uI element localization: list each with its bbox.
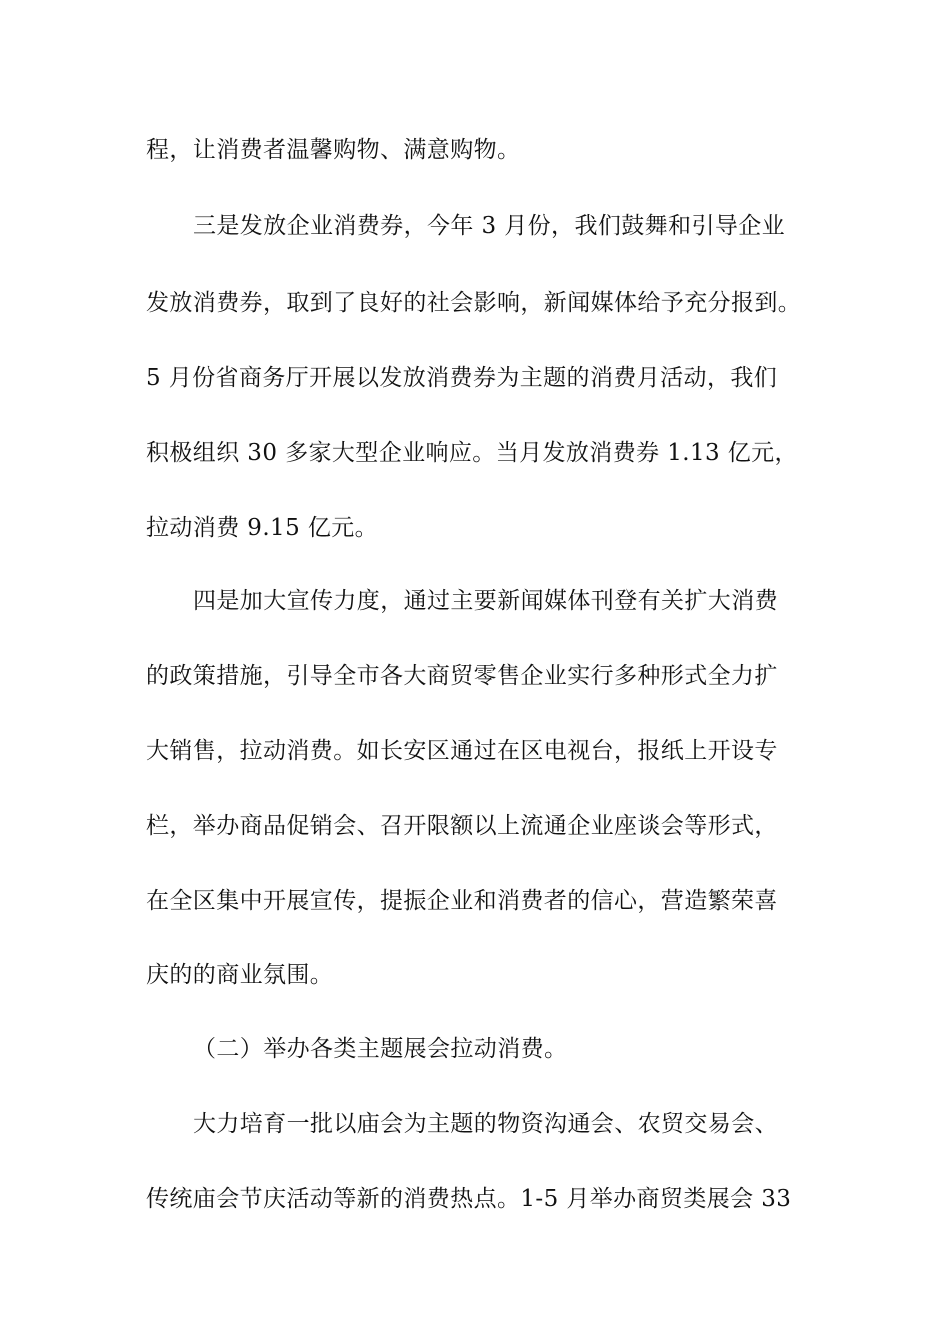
text-line: 栏，举办商品促销会、召开限额以上流通企业座谈会等形式， [146,813,778,839]
text-line: 拉动消费 9.15 亿元。 [146,515,379,541]
text-line: 传统庙会节庆活动等新的消费热点。1-5 月举办商贸类展会 33 [146,1186,792,1212]
paragraph-start: 三是发放企业消费券，今年 3 月份，我们鼓舞和引导企业 [193,213,786,239]
paragraph-start: 大力培育一批以庙会为主题的物资沟通会、农贸交易会、 [193,1111,778,1137]
text-line: 积极组织 30 多家大型企业响应。当月发放消费券 1.13 亿元， [146,440,798,466]
text-line: 庆的的商业氛围。 [146,962,334,988]
text-line: 在全区集中开展宣传，提振企业和消费者的信心，营造繁荣喜 [146,888,778,914]
paragraph-start: 四是加大宣传力度，通过主要新闻媒体刊登有关扩大消费 [193,588,778,614]
text-line: 5 月份省商务厅开展以发放消费券为主题的消费月活动，我们 [146,365,778,391]
text-line: 的政策措施，引导全市各大商贸零售企业实行多种形式全力扩 [146,663,778,689]
text-line: 程，让消费者温馨购物、满意购物。 [146,137,521,163]
section-heading: （二）举办各类主题展会拉动消费。 [193,1036,568,1062]
text-line: 发放消费券，取到了良好的社会影响，新闻媒体给予充分报到。 [146,290,802,316]
text-line: 大销售，拉动消费。如长安区通过在区电视台，报纸上开设专 [146,738,778,764]
